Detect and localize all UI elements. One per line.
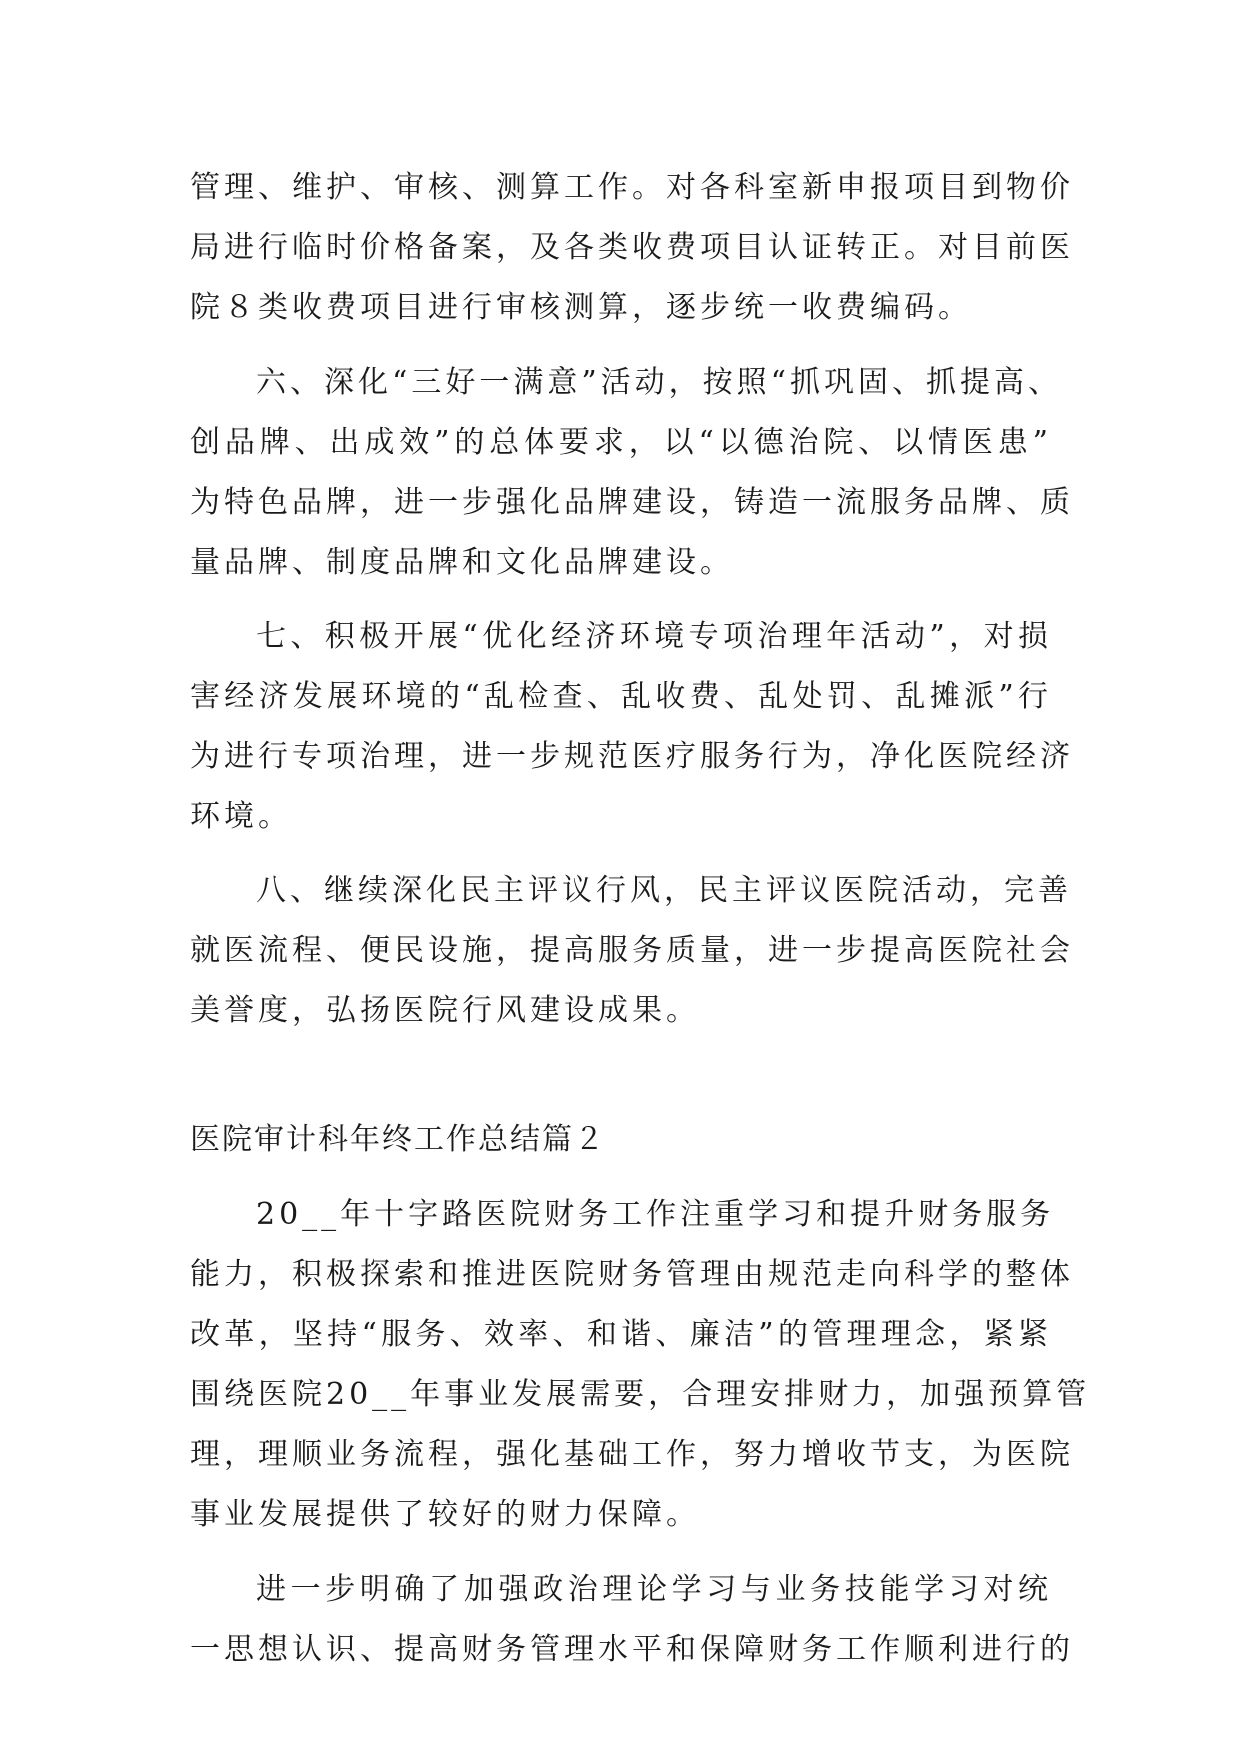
paragraph-start-line: 进一步明确了加强政治理论学习与业务技能学习对统 — [256, 1572, 1052, 1607]
text-line: 就医流程、便民设施，提高服务质量，进一步提高医院社会 — [190, 933, 1074, 968]
text-line: 为特色品牌，进一步强化品牌建设，铸造一流服务品牌、质 — [190, 485, 1074, 520]
text-line: 美誉度，弘扬医院行风建设成果。 — [190, 993, 700, 1028]
text-line: 害经济发展环境的“乱检查、乱收费、乱处罚、乱摊派”行 — [190, 679, 1052, 714]
text-line: 事业发展提供了较好的财力保障。 — [190, 1497, 700, 1532]
text-line: 量品牌、制度品牌和文化品牌建设。 — [190, 545, 734, 580]
text-line: 为进行专项治理，进一步规范医疗服务行为，净化医院经济 — [190, 739, 1074, 774]
text-line: 一思想认识、提高财务管理水平和保障财务工作顺利进行的 — [190, 1632, 1074, 1667]
section-heading: 医院审计科年终工作总结篇２ — [190, 1122, 606, 1157]
paragraph-start-line: 八、继续深化民主评议行风，民主评议医院活动，完善 — [256, 873, 1072, 908]
text-line: 管理、维护、审核、测算工作。对各科室新申报项目到物价 — [190, 170, 1074, 205]
text-line: 创品牌、出成效”的总体要求，以“以德治院、以情医患” — [190, 425, 1052, 460]
paragraph-start-line: 20__年十字路医院财务工作注重学习和提升财务服务 — [256, 1197, 1055, 1232]
text-line: 院８类收费项目进行审核测算，逐步统一收费编码。 — [190, 290, 972, 325]
text-line: 环境。 — [190, 799, 292, 834]
text-line: 局进行临时价格备案，及各类收费项目认证转正。对目前医 — [190, 230, 1074, 265]
paragraph-start-line: 七、积极开展“优化经济环境专项治理年活动”，对损 — [256, 619, 1052, 654]
paragraph-start-line: 六、深化“三好一满意”活动，按照“抓巩固、抓提高、 — [256, 365, 1063, 400]
text-line: 理，理顺业务流程，强化基础工作，努力增收节支，为医院 — [190, 1437, 1074, 1472]
text-line: 改革，坚持“服务、效率、和谐、廉洁”的管理理念，紧紧 — [190, 1317, 1052, 1352]
text-line: 围绕医院20__年事业发展需要，合理安排财力，加强预算管 — [190, 1377, 1091, 1412]
text-line: 能力，积极探索和推进医院财务管理由规范走向科学的整体 — [190, 1257, 1074, 1292]
